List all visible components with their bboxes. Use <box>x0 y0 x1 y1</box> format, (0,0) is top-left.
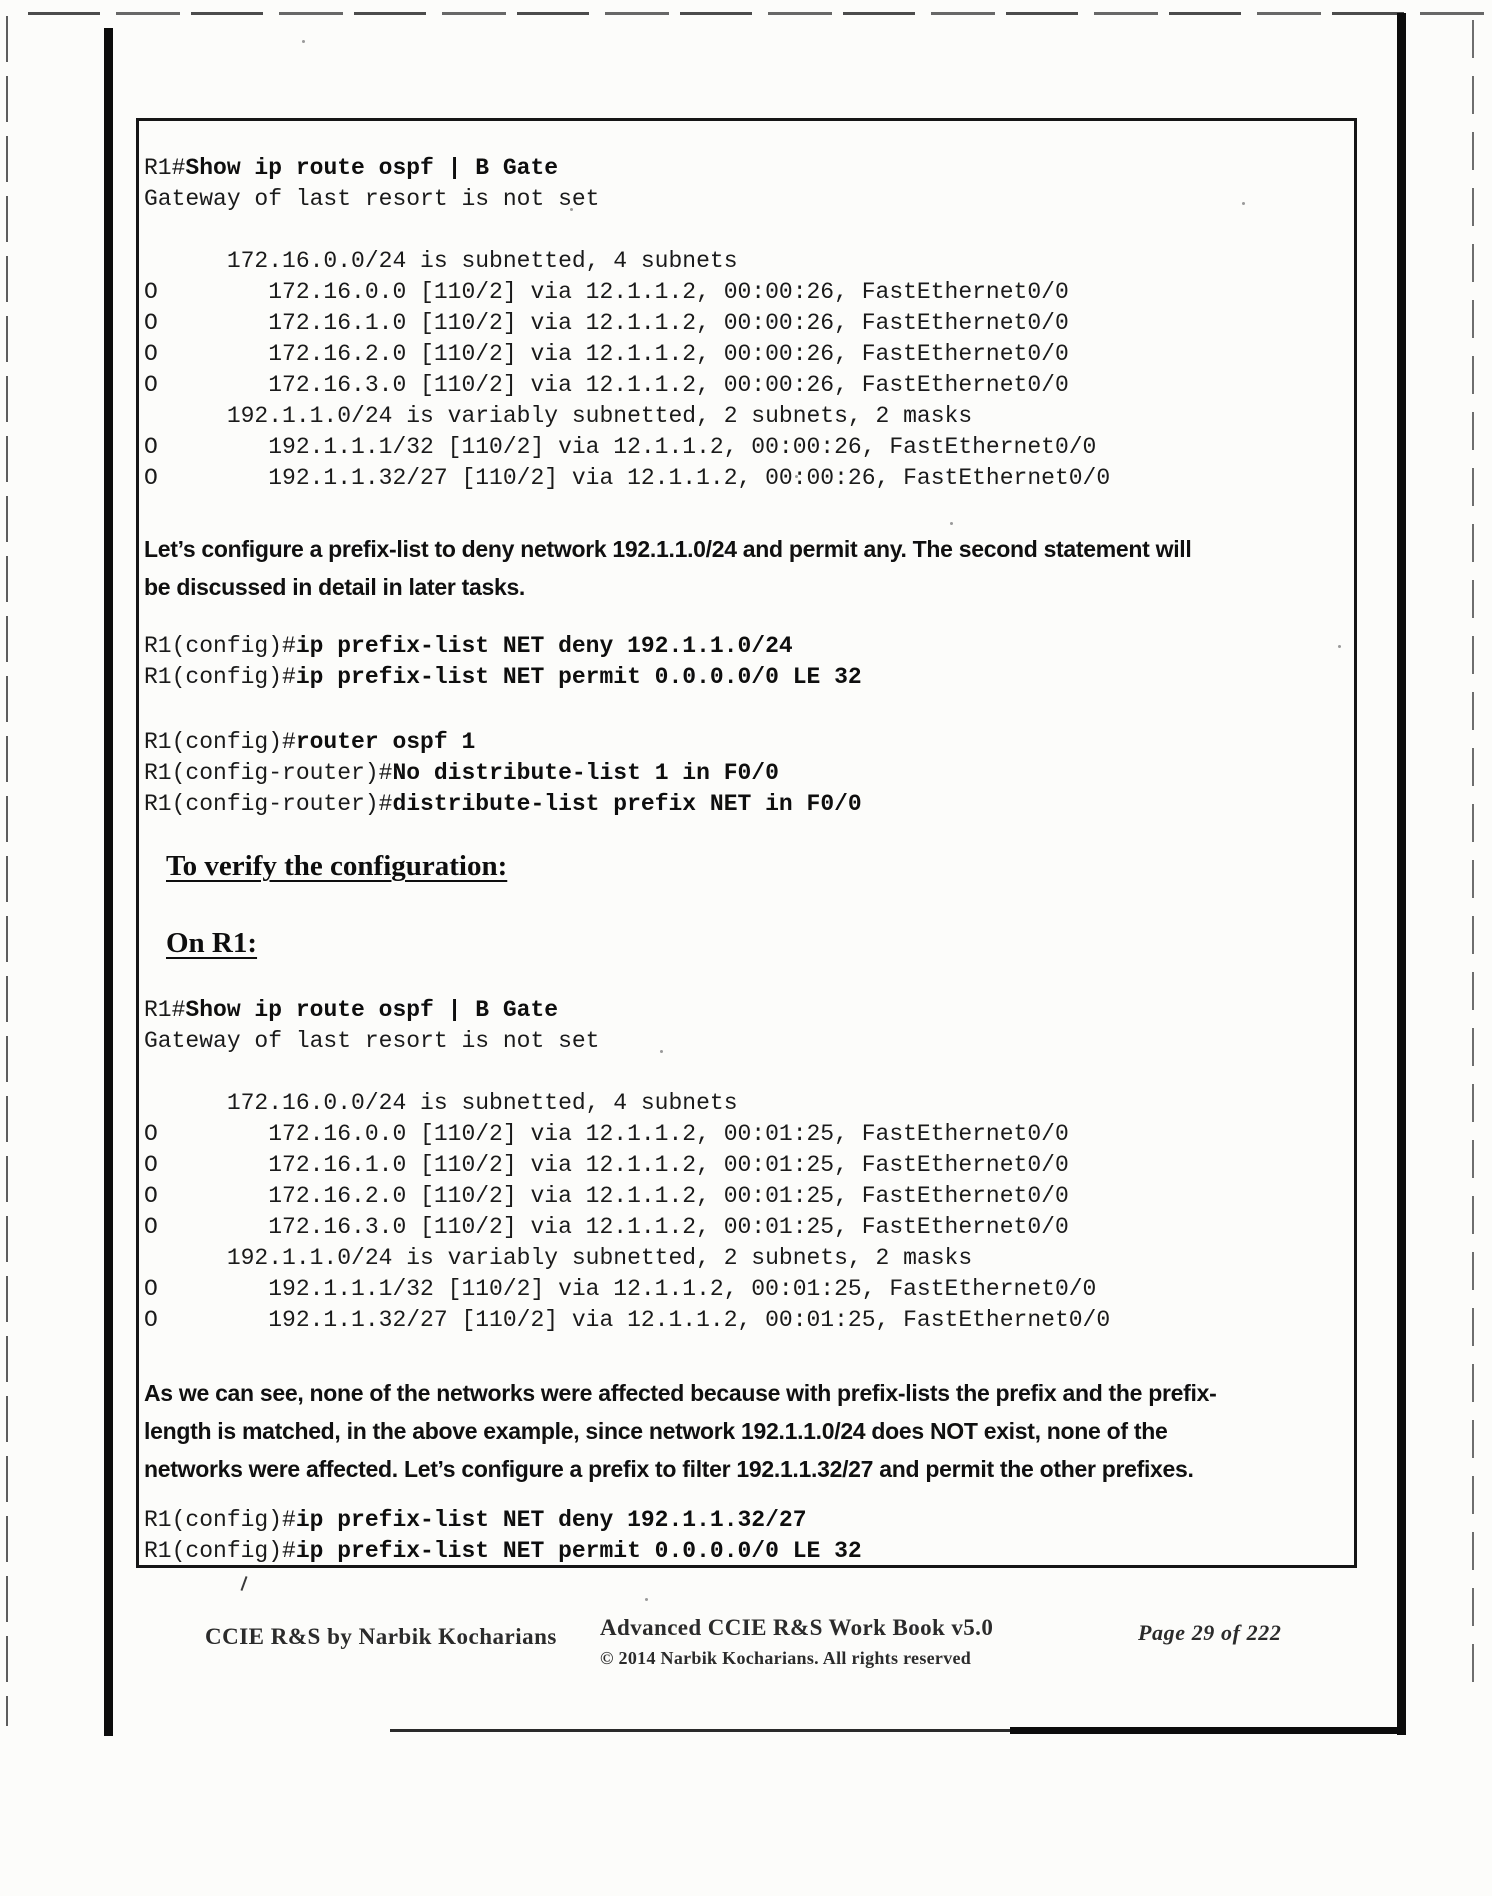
footer-book-info <box>600 1615 993 1669</box>
console-line: O 172.16.3.0 [110/2] via 12.1.1.2, 00:00:26, FastEthernet0/0 <box>144 372 1069 398</box>
console-line: R1(config)#ip prefix-list NET deny 192.1.1.0/24 <box>144 633 793 659</box>
scan-edge-line-right-thin <box>1472 20 1474 1690</box>
console-line: 192.1.1.0/24 is variably subnetted, 2 subnets, 2 masks <box>144 403 973 429</box>
console-line: O 172.16.0.0 [110/2] via 12.1.1.2, 00:00:26, FastEthernet0/0 <box>144 279 1069 305</box>
heading-on-r1: On R1: <box>166 927 258 959</box>
scan-edge-line-bottom-thin <box>390 1729 1015 1732</box>
scan-edge-line-top <box>28 12 1490 15</box>
paragraph-intro-prefix-list <box>144 530 1191 606</box>
footer-copyright: © 2014 Narbik Kocharians. All rights reserved <box>600 1648 972 1668</box>
cli-config-router-ospf-distribute-list <box>144 727 862 820</box>
console-line: R1#Show ip route ospf | B Gate <box>144 155 559 181</box>
paragraph-line: length is matched, in the above example, since network 192.1.1.0/24 does NOT exist, none of the <box>144 1418 1168 1444</box>
console-line: R1(config-router)#distribute-list prefix NET in F0/0 <box>144 791 862 817</box>
paragraph-explanation-prefix-match <box>144 1374 1216 1488</box>
console-line: 172.16.0.0/24 is subnetted, 4 subnets <box>144 1090 738 1116</box>
scan-edge-bar-right <box>1397 13 1406 1735</box>
paragraph-line: As we can see, none of the networks were affected because with prefix-lists the prefix and the prefix- <box>144 1380 1217 1406</box>
paragraph-line: networks were affected. Let’s configure a prefix to filter 192.1.1.32/27 and permit the other prefixes. <box>144 1456 1194 1482</box>
console-line: 192.1.1.0/24 is variably subnetted, 2 subnets, 2 masks <box>144 1245 973 1271</box>
console-line: O 192.1.1.32/27 [110/2] via 12.1.1.2, 00:01:25, FastEthernet0/0 <box>144 1307 1111 1333</box>
console-line: 172.16.0.0/24 is subnetted, 4 subnets <box>144 248 738 274</box>
console-line: R1(config-router)#No distribute-list 1 in F0/0 <box>144 760 779 786</box>
console-line: O 172.16.0.0 [110/2] via 12.1.1.2, 00:01:25, FastEthernet0/0 <box>144 1121 1069 1147</box>
console-line: R1(config)#ip prefix-list NET permit 0.0.0.0/0 LE 32 <box>144 664 862 690</box>
console-line: O 192.1.1.1/32 [110/2] via 12.1.1.2, 00:00:26, FastEthernet0/0 <box>144 434 1097 460</box>
paragraph-line: Let’s configure a prefix-list to deny network 192.1.1.0/24 and permit any. The second statement will <box>144 536 1192 562</box>
console-line: O 172.16.3.0 [110/2] via 12.1.1.2, 00:01:25, FastEthernet0/0 <box>144 1214 1069 1240</box>
console-line: R1(config)#router ospf 1 <box>144 729 476 755</box>
scan-stray-mark <box>240 1576 247 1591</box>
console-line: R1(config)#ip prefix-list NET deny 192.1.1.32/27 <box>144 1507 807 1533</box>
console-line: O 172.16.1.0 [110/2] via 12.1.1.2, 00:01:25, FastEthernet0/0 <box>144 1152 1069 1178</box>
console-line: O 172.16.1.0 [110/2] via 12.1.1.2, 00:00:26, FastEthernet0/0 <box>144 310 1069 336</box>
footer-author: CCIE R&S by Narbik Kocharians <box>205 1624 557 1649</box>
content-frame <box>136 118 1357 1568</box>
paragraph-line: be discussed in detail in later tasks. <box>144 574 526 600</box>
console-line: O 192.1.1.1/32 [110/2] via 12.1.1.2, 00:01:25, FastEthernet0/0 <box>144 1276 1097 1302</box>
console-line <box>144 215 1110 246</box>
console-line: R1(config)#ip prefix-list NET permit 0.0.0.0/0 LE 32 <box>144 1538 862 1564</box>
scan-noise-dot <box>645 1598 648 1601</box>
scan-edge-line-left-thin <box>6 16 8 1726</box>
console-line <box>144 1057 1110 1088</box>
scan-edge-bar-left <box>104 28 113 1736</box>
console-line: R1#Show ip route ospf | B Gate <box>144 997 559 1023</box>
footer-book-title: Advanced CCIE R&S Work Book v5.0 <box>600 1615 994 1640</box>
footer-page-number: Page 29 of 222 <box>1138 1620 1282 1645</box>
scan-noise-dot <box>302 40 305 43</box>
console-line: Gateway of last resort is not set <box>144 1028 600 1054</box>
console-line: Gateway of last resort is not set <box>144 186 600 212</box>
cli-config-prefix-list-deny-24 <box>144 631 862 693</box>
cli-config-prefix-list-deny-27 <box>144 1505 862 1567</box>
heading-to-verify-configuration: To verify the configuration: <box>166 850 508 882</box>
console-line: O 172.16.2.0 [110/2] via 12.1.1.2, 00:01:25, FastEthernet0/0 <box>144 1183 1069 1209</box>
console-line: O 172.16.2.0 [110/2] via 12.1.1.2, 00:00:26, FastEthernet0/0 <box>144 341 1069 367</box>
console-line: O 192.1.1.32/27 [110/2] via 12.1.1.2, 00:00:26, FastEthernet0/0 <box>144 465 1111 491</box>
console-output-show-ip-route-1 <box>144 153 1110 494</box>
console-output-show-ip-route-2 <box>144 995 1110 1336</box>
scan-edge-line-bottom-thick <box>1010 1727 1406 1734</box>
